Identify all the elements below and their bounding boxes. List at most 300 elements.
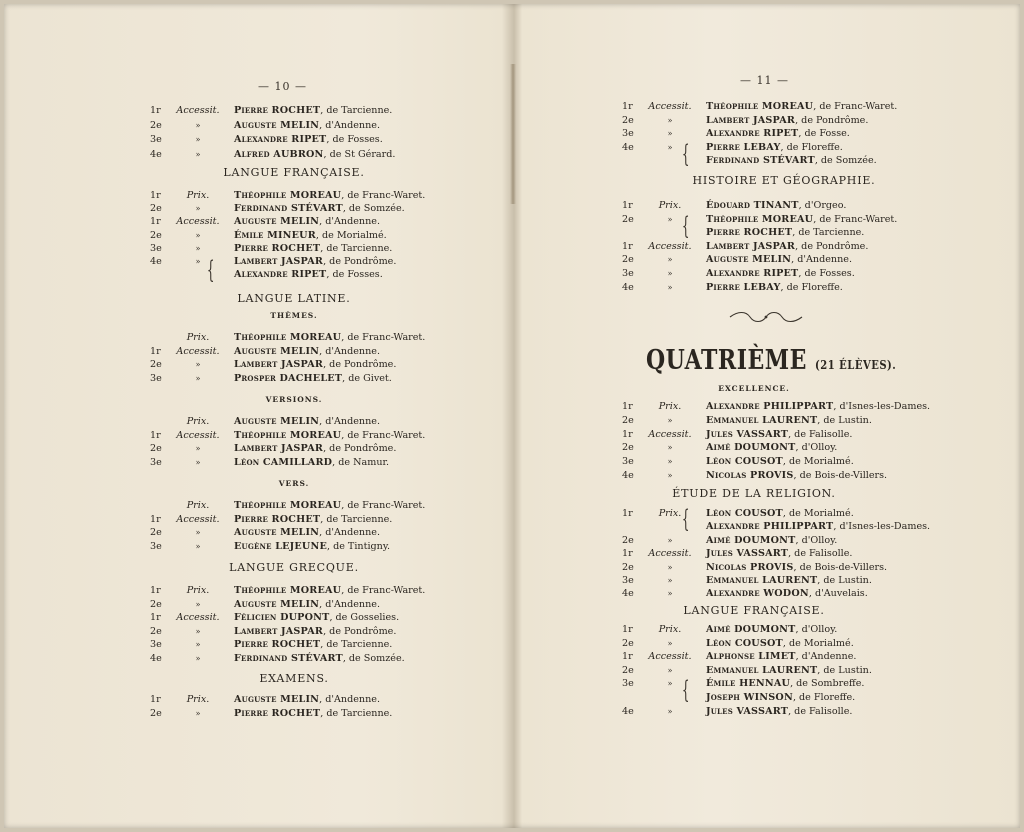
award-rank: 2e — [150, 229, 162, 241]
student-name: Lambert JASPAR — [234, 359, 324, 370]
subsection-title-themes: THÈMES. — [270, 311, 318, 320]
student-hometown: , de Somzée. — [342, 203, 405, 215]
award-rank: 1r — [150, 105, 161, 116]
student-name: Auguste MELIN — [234, 345, 320, 357]
award-type: » — [195, 149, 201, 159]
award-rank: 4e — [622, 281, 634, 293]
student-hometown: , de Pondrôme. — [795, 240, 869, 252]
student-hometown: , de Franc-Waret. — [813, 213, 898, 225]
award-row — [622, 199, 846, 212]
award-row — [150, 189, 425, 202]
award-type: Accessit. — [176, 105, 220, 116]
student-hometown: , de Floreffe. — [780, 141, 843, 153]
award-type: » — [195, 257, 201, 266]
award-rank: 3e — [622, 575, 634, 586]
award-type: Prix. — [658, 200, 682, 211]
award-type: » — [667, 269, 673, 278]
award-rank: 1r — [150, 190, 161, 201]
student-hometown: , de Franc-Waret. — [341, 332, 426, 343]
award-row — [622, 141, 843, 154]
award-type: Accessit. — [648, 651, 692, 663]
student-name: Prosper DACHELET — [234, 372, 343, 384]
student-hometown: , de Lustin. — [817, 414, 872, 426]
student-name: Aimé DOUMONT — [706, 534, 796, 546]
award-type: » — [667, 443, 673, 453]
student-name: Alexandre RIPET — [706, 128, 799, 140]
award-rank: 4e — [622, 705, 634, 717]
student-hometown: , d'Andenne. — [319, 527, 380, 538]
award-row — [622, 677, 864, 690]
award-row — [150, 133, 383, 146]
student-name: Émile MINEUR — [234, 229, 316, 241]
student-name: Théophile MOREAU — [234, 332, 342, 343]
award-rank: 1r — [150, 216, 161, 228]
award-type: » — [195, 120, 201, 130]
award-rank: 4e — [622, 470, 634, 481]
award-row — [150, 611, 399, 624]
award-type: Prix. — [186, 585, 210, 596]
student-hometown: , de Franc-Waret. — [813, 101, 898, 112]
award-type: Accessit. — [648, 428, 692, 440]
student-name: Auguste MELIN — [234, 216, 320, 228]
student-name: Édouard TINANT — [706, 200, 799, 211]
student-hometown: , de Fosse. — [798, 128, 850, 140]
student-name: Auguste MELIN — [234, 416, 320, 427]
award-row — [150, 268, 383, 281]
section-title-histoire: HISTOIRE ET GÉOGRAPHIE. — [692, 174, 876, 187]
award-row — [622, 534, 837, 547]
award-row — [150, 429, 425, 442]
award-row — [150, 707, 392, 720]
award-rank: 2e — [150, 359, 162, 370]
award-type: » — [667, 562, 673, 572]
award-rank: 2e — [622, 442, 634, 454]
award-row — [150, 638, 392, 651]
award-type: » — [667, 282, 673, 292]
student-name: Ferdinand STÉVART — [234, 653, 343, 664]
award-type: » — [195, 457, 201, 467]
award-rank: 1r — [622, 240, 633, 252]
student-name: Alexandre RIPET — [234, 134, 327, 145]
student-name: Auguste MELIN — [234, 694, 320, 705]
student-hometown: , de Franc-Waret. — [341, 585, 426, 596]
student-name: Théophile MOREAU — [234, 585, 342, 596]
award-row — [150, 255, 396, 268]
award-type: Accessit. — [176, 216, 220, 228]
student-hometown: , de Lustin. — [817, 664, 872, 676]
student-name: Lambert JASPAR — [234, 625, 324, 637]
award-type: Accessit. — [648, 548, 692, 560]
award-rank: 1r — [622, 624, 633, 635]
award-type: » — [195, 626, 201, 636]
student-name: Ferdinand STÉVART — [706, 155, 815, 167]
award-row — [622, 253, 852, 266]
student-name: Aimé DOUMONT — [706, 442, 796, 454]
student-hometown: , de St Gérard. — [323, 148, 396, 160]
student-name: Auguste MELIN — [234, 527, 320, 538]
award-rank: 2e — [150, 625, 162, 637]
award-row — [622, 574, 872, 587]
student-name: Jules VASSART — [706, 705, 789, 717]
award-type: » — [195, 654, 201, 663]
award-rank: 3e — [150, 639, 162, 651]
student-name: Pierre ROCHET — [706, 227, 793, 239]
award-row — [150, 540, 390, 553]
brace-right-fr: { — [681, 676, 690, 704]
award-rank: 1r — [622, 548, 633, 560]
award-type: » — [667, 415, 673, 425]
award-type: Accessit. — [176, 345, 220, 357]
award-row — [150, 358, 396, 371]
award-type: » — [667, 115, 673, 125]
award-row — [150, 456, 389, 469]
student-hometown: , de Tarcienne. — [320, 513, 393, 525]
brace-right-top: { — [681, 140, 690, 168]
student-hometown: , de Tarcienne. — [320, 639, 393, 651]
award-row — [622, 213, 897, 226]
award-type: » — [195, 373, 201, 383]
award-type: » — [195, 230, 201, 240]
award-row — [150, 242, 392, 255]
award-rank: 2e — [622, 561, 634, 573]
student-hometown: , de Somzée. — [814, 155, 877, 167]
section-title-langue-grecque: LANGUE GRECQUE. — [229, 561, 359, 574]
award-row — [622, 587, 868, 600]
award-rank: 1r — [622, 101, 633, 112]
student-name: Pierre LEBAY — [706, 141, 781, 153]
award-type: » — [667, 589, 673, 599]
student-name: Auguste MELIN — [234, 119, 320, 131]
award-rank: 3e — [622, 128, 634, 140]
award-type: » — [195, 243, 201, 253]
student-hometown: , de Morialmé. — [782, 637, 854, 649]
award-rank: 2e — [622, 213, 634, 225]
student-name: Alfred AUBRON — [234, 148, 324, 160]
award-row — [150, 148, 395, 161]
student-hometown: , d'Isnes-les-Dames. — [833, 521, 931, 533]
student-hometown: , de Morialmé. — [315, 229, 387, 241]
award-rank: 1r — [622, 428, 633, 440]
student-name: Alphonse LIMET — [706, 651, 796, 663]
page-number-right: — 11 — — [740, 74, 789, 87]
award-rank: 3e — [622, 678, 634, 690]
student-name: Nicolas PROVIS — [706, 470, 794, 481]
subsection-title-vers: VERS. — [278, 479, 310, 488]
section-title-langue-latine: LANGUE LATINE. — [237, 292, 351, 305]
award-rank: 2e — [622, 114, 634, 126]
award-rank: 1r — [150, 694, 161, 705]
student-name: Lambert JASPAR — [234, 443, 324, 454]
student-hometown: , d'Olloy. — [795, 534, 838, 546]
award-type: » — [667, 706, 673, 716]
student-name: Pierre ROCHET — [234, 639, 321, 651]
award-row — [150, 345, 380, 358]
student-name: Théophile MOREAU — [706, 213, 814, 225]
award-rank: 2e — [622, 414, 634, 426]
student-name: Eugène LEJEUNE — [234, 540, 327, 552]
award-row — [622, 637, 854, 650]
award-rank: 2e — [622, 637, 634, 649]
student-name: Jules VASSART — [706, 428, 789, 440]
student-hometown: , de Pondrôme. — [795, 114, 869, 126]
student-hometown: , de Floreffe. — [792, 692, 856, 703]
award-row — [150, 331, 425, 344]
award-row — [622, 127, 850, 140]
award-type: » — [667, 129, 673, 139]
award-row — [622, 154, 877, 167]
student-name: Émile HENNAU — [706, 678, 791, 690]
award-row — [150, 584, 425, 597]
award-row — [150, 526, 380, 539]
award-type: Accessit. — [648, 240, 692, 252]
student-hometown: , de Tarcienne. — [320, 105, 393, 116]
student-hometown: , d'Andenne. — [319, 694, 380, 705]
award-rank: 1r — [622, 401, 633, 412]
award-rank: 2e — [150, 443, 162, 454]
award-row — [622, 226, 864, 239]
award-rank: 3e — [150, 456, 162, 468]
award-rank: 4e — [150, 653, 162, 664]
award-type: Prix. — [186, 332, 210, 343]
section-title-langue-francaise: LANGUE FRANÇAISE. — [223, 166, 365, 179]
student-name: Emmanuel LAURENT — [706, 414, 818, 426]
student-hometown: , de Pondrôme. — [323, 443, 397, 454]
award-row — [150, 104, 392, 117]
student-hometown: , d'Isnes-les-Dames. — [833, 401, 931, 412]
student-name: Nicolas PROVIS — [706, 561, 794, 573]
student-hometown: , d'Andenne. — [319, 119, 380, 131]
student-hometown: , d'Orgeo. — [798, 200, 847, 211]
award-type: » — [195, 541, 201, 551]
page-number-left: — 10 — — [258, 80, 307, 93]
award-type: » — [667, 214, 673, 224]
award-rank: 2e — [150, 707, 162, 719]
award-type: Prix. — [186, 416, 210, 427]
award-type: » — [667, 471, 673, 480]
award-type: » — [195, 599, 201, 609]
student-name: Léon COUSOT — [706, 508, 783, 519]
class-title-quatrieme — [646, 344, 896, 377]
student-name: Alexandre PHILIPPART — [706, 401, 834, 412]
student-name: Pierre ROCHET — [234, 707, 321, 719]
student-hometown: , de Tintigny. — [326, 540, 391, 552]
student-name: Joseph WINSON — [706, 692, 793, 703]
award-type: » — [195, 444, 201, 453]
award-row — [150, 119, 380, 132]
award-row — [150, 202, 405, 215]
student-hometown: , de Franc-Waret. — [341, 429, 426, 441]
student-hometown: , de Falisolle. — [788, 705, 853, 717]
award-row — [622, 507, 854, 520]
student-hometown: , d'Auvelais. — [808, 588, 868, 600]
award-rank: 1r — [622, 508, 633, 519]
award-rank: 1r — [622, 651, 633, 663]
student-hometown: , de Pondrôme. — [323, 359, 397, 370]
student-hometown: , de Falisolle. — [788, 548, 853, 560]
student-hometown: , de Franc-Waret. — [341, 500, 426, 511]
award-type: » — [195, 640, 201, 650]
award-rank: 4e — [622, 588, 634, 600]
student-hometown: , de Givet. — [342, 372, 392, 384]
student-name: Alexandre RIPET — [234, 269, 327, 281]
student-hometown: , d'Andenne. — [791, 254, 852, 266]
award-row — [622, 100, 897, 113]
award-type: Accessit. — [648, 101, 692, 112]
student-name: Emmanuel LAURENT — [706, 664, 818, 676]
award-rank: 2e — [150, 119, 162, 131]
award-type: » — [195, 360, 201, 369]
award-rank: 3e — [622, 456, 634, 468]
student-name: Félicien DUPONT — [234, 612, 330, 624]
student-hometown: , de Tarcienne. — [320, 242, 393, 254]
award-rank: 1r — [150, 585, 161, 596]
award-rank: 3e — [150, 134, 162, 145]
award-row — [622, 664, 872, 677]
award-rank: 4e — [150, 256, 162, 267]
award-rank: 4e — [150, 148, 162, 160]
booklet-spread — [4, 4, 1020, 828]
class-title-text: QUATRIÈME — [646, 344, 807, 377]
student-hometown: , de Floreffe. — [780, 281, 843, 293]
award-type: » — [667, 679, 673, 689]
award-type: » — [667, 535, 673, 545]
award-type: Accessit. — [176, 612, 220, 624]
award-row — [150, 442, 396, 455]
award-row — [622, 281, 843, 294]
award-rank: 2e — [150, 527, 162, 538]
student-hometown: , d'Andenne. — [795, 651, 857, 663]
student-name: Auguste MELIN — [234, 598, 320, 610]
award-type: » — [667, 638, 673, 648]
student-hometown: , de Tarcienne. — [792, 227, 865, 239]
student-hometown: , de Morialmé. — [782, 456, 854, 468]
student-hometown: , de Lustin. — [817, 575, 872, 586]
student-name: Ferdinand STÉVART — [234, 203, 343, 215]
section-title-religion: ÉTUDE DE LA RELIGION. — [672, 487, 836, 500]
award-type: Prix. — [658, 624, 682, 635]
student-hometown: , de Pondrôme. — [323, 625, 397, 637]
student-name: Théophile MOREAU — [234, 500, 342, 511]
award-row — [622, 455, 854, 468]
award-row — [622, 691, 855, 704]
award-type: » — [195, 528, 201, 537]
award-type: » — [195, 708, 201, 718]
award-row — [622, 428, 852, 441]
award-rank: 2e — [150, 598, 162, 610]
student-name: Théophile MOREAU — [234, 190, 342, 201]
student-name: Alexandre WODON — [706, 588, 809, 600]
award-row — [150, 499, 425, 512]
award-row — [150, 652, 405, 665]
student-hometown: , d'Andenne. — [319, 598, 380, 610]
award-rank: 4e — [622, 141, 634, 153]
student-hometown: , de Fosses. — [326, 269, 383, 281]
award-row — [150, 598, 380, 611]
brace-right-hist: { — [681, 212, 690, 240]
award-type: » — [667, 457, 673, 467]
student-hometown: , d'Olloy. — [795, 442, 838, 454]
student-name: Pierre ROCHET — [234, 513, 321, 525]
award-row — [622, 469, 887, 482]
award-rank: 1r — [150, 429, 161, 441]
award-rank: 2e — [150, 203, 162, 215]
award-type: Accessit. — [176, 429, 220, 441]
award-rank: 2e — [622, 664, 634, 676]
student-hometown: , de Fosses. — [798, 268, 855, 279]
award-row — [622, 400, 930, 413]
student-hometown: , d'Andenne. — [319, 216, 380, 228]
student-hometown: , d'Andenne. — [319, 416, 380, 427]
section-title-examens: EXAMENS. — [259, 672, 329, 685]
award-type: Accessit. — [176, 513, 220, 525]
award-rank: 2e — [622, 254, 634, 266]
student-name: Léon COUSOT — [706, 637, 783, 649]
award-row — [150, 693, 380, 706]
student-name: Lambert JASPAR — [706, 240, 796, 252]
award-type: Prix. — [658, 401, 682, 412]
student-hometown: , de Bois-de-Villers. — [793, 561, 888, 573]
award-type: » — [667, 576, 673, 585]
student-name: Jules VASSART — [706, 548, 789, 560]
award-row — [622, 547, 852, 560]
student-name: Alexandre RIPET — [706, 268, 799, 279]
award-type: » — [195, 135, 201, 144]
subsection-title-versions: VERSIONS. — [265, 395, 323, 404]
award-rank: 1r — [150, 513, 161, 525]
brace-left-lf: { — [206, 256, 215, 284]
award-row — [622, 414, 872, 427]
student-hometown: , de Fosses. — [326, 134, 383, 145]
award-row — [150, 513, 392, 526]
award-row — [150, 372, 392, 385]
award-row — [622, 561, 887, 574]
right-page — [514, 4, 1020, 828]
student-name: Aimé DOUMONT — [706, 624, 796, 635]
student-hometown: , d'Olloy. — [795, 624, 838, 635]
student-name: Théophile MOREAU — [706, 101, 814, 112]
award-row — [622, 520, 930, 533]
award-type: Prix. — [658, 508, 682, 519]
award-row — [622, 705, 852, 718]
award-row — [150, 215, 380, 228]
left-page — [4, 4, 510, 828]
student-name: Pierre LEBAY — [706, 281, 781, 293]
student-hometown: , de Bois-de-Villers. — [793, 470, 888, 481]
award-type: » — [195, 204, 201, 214]
student-name: Alexandre PHILIPPART — [706, 521, 834, 533]
award-type: Prix. — [186, 500, 210, 511]
student-hometown: , de Falisolle. — [788, 428, 853, 440]
award-type: » — [667, 665, 673, 675]
student-name: Léon COUSOT — [706, 456, 783, 468]
award-rank: 3e — [622, 268, 634, 279]
student-hometown: , de Sombreffe. — [790, 678, 865, 690]
award-row — [150, 229, 387, 242]
award-rank: 3e — [150, 372, 162, 384]
award-rank: 1r — [150, 612, 161, 624]
student-hometown: , de Pondrôme. — [323, 256, 397, 267]
ornament-divider-icon — [728, 309, 804, 325]
student-hometown: , de Tarcienne. — [320, 707, 393, 719]
award-row — [150, 625, 396, 638]
award-row — [622, 240, 868, 253]
student-name: Léon CAMILLARD — [234, 456, 333, 468]
student-name: Pierre ROCHET — [234, 242, 321, 254]
student-hometown: , de Namur. — [332, 456, 390, 468]
award-rank: 2e — [622, 534, 634, 546]
student-hometown: , de Gosselies. — [329, 612, 400, 624]
award-row — [622, 267, 855, 280]
